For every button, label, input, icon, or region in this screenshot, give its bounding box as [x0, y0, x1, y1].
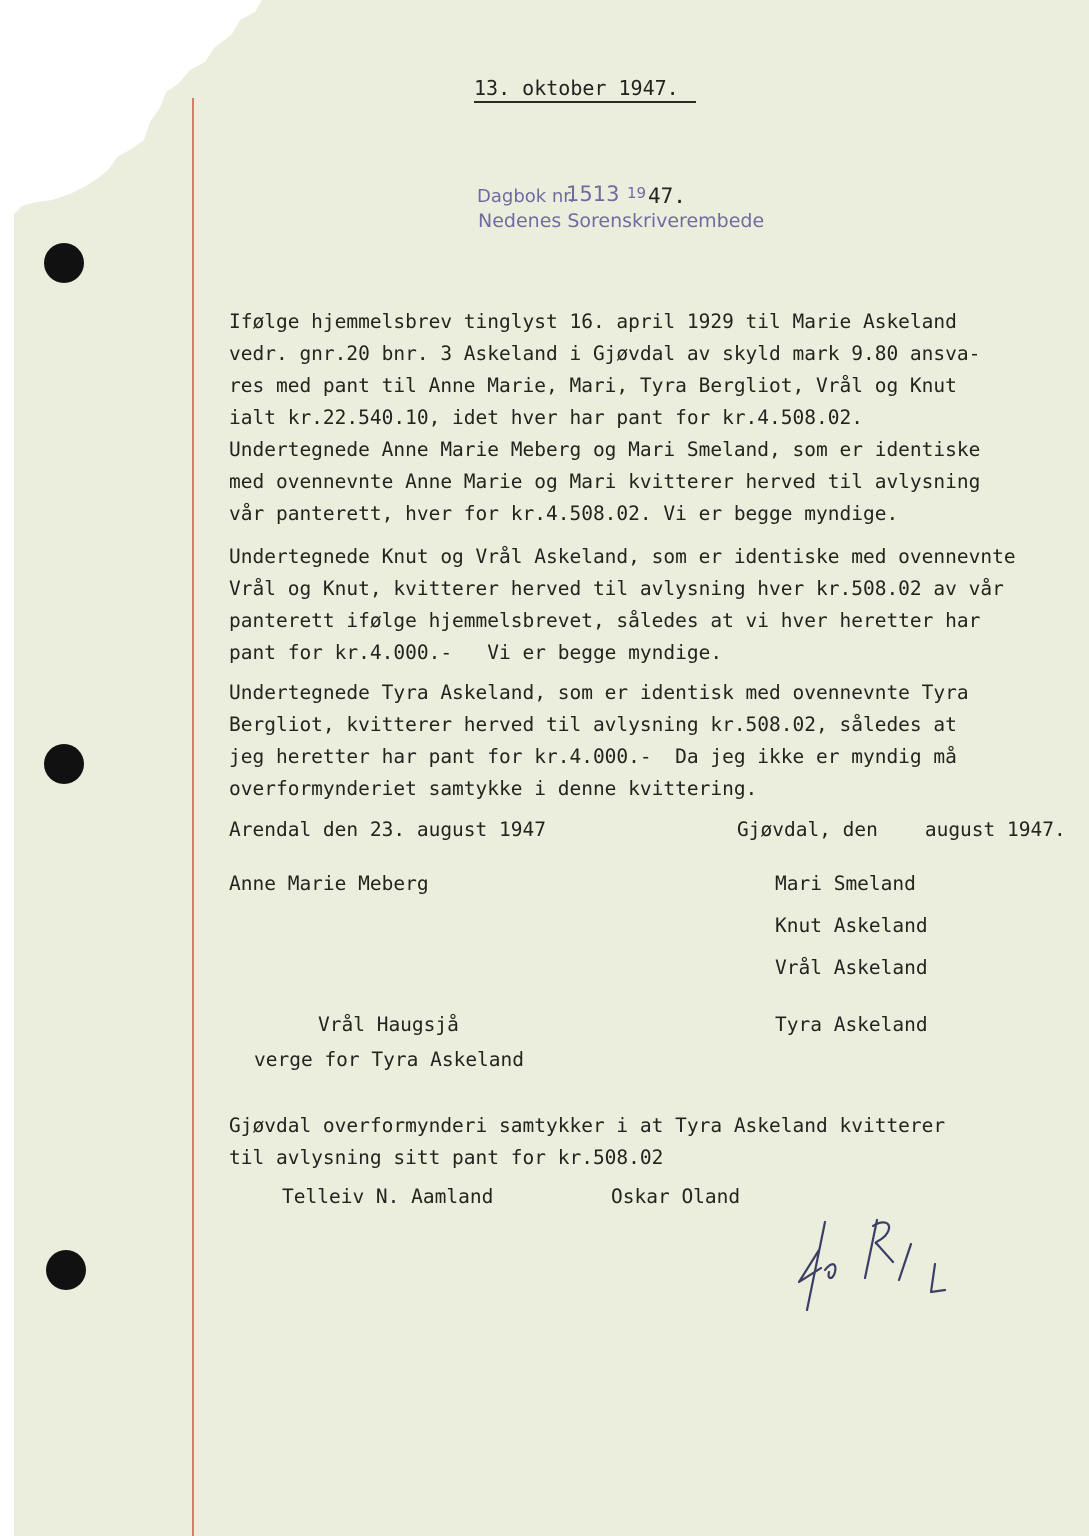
stamp-number: 1513	[566, 182, 620, 206]
text-line: Undertegnede Knut og Vrål Askeland, som er identiske med ovennevnte	[229, 545, 1016, 568]
text-line: Undertegnede Tyra Askeland, som er identisk med ovennevnte Tyra	[229, 681, 969, 704]
text-line: Gjøvdal overformynderi samtykker i at Tyra Askeland kvitterer	[229, 1114, 946, 1137]
punch-hole-bottom	[46, 1250, 86, 1290]
signature-tyra-askeland: Tyra Askeland	[775, 1013, 928, 1036]
consent-paragraph	[229, 1110, 945, 1174]
consent-signer-oland: Oskar Oland	[611, 1185, 741, 1208]
text-line: ialt kr.22.540.10, idet hver har pant for kr.4.508.02.	[229, 406, 863, 429]
handwritten-initials	[785, 1210, 955, 1320]
consent-signer-aamland: Telleiv N. Aamland	[282, 1185, 494, 1208]
date-underline	[474, 101, 696, 103]
text-line: res med pant til Anne Marie, Mari, Tyra Bergliot, Vrål og Knut	[229, 374, 957, 397]
document-date: 13. oktober 1947.	[474, 76, 679, 100]
stamp-office: Nedenes Sorenskriverembede	[478, 210, 765, 232]
margin-rule	[192, 98, 194, 1536]
text-line: vedr. gnr.20 bnr. 3 Askeland i Gjøvdal av skyld mark 9.80 ansva-	[229, 342, 981, 365]
signature-anne-marie-meberg: Anne Marie Meberg	[229, 872, 429, 895]
text-line: Bergliot, kvitterer herved til avlysning kr.508.02, således at	[229, 713, 957, 736]
text-line: jeg heretter har pant for kr.4.000.- Da jeg ikke er myndig må	[229, 745, 957, 768]
punch-hole-middle	[44, 744, 84, 784]
signature-mari-smeland: Mari Smeland	[775, 872, 916, 895]
stamp-year: 47.	[648, 184, 686, 208]
text-line: med ovennevnte Anne Marie og Mari kvitterer herved til avlysning	[229, 470, 981, 493]
text-line: panterett ifølge hjemmelsbrevet, således at vi hver heretter har	[229, 609, 981, 632]
text-line: Undertegnede Anne Marie Meberg og Mari Smeland, som er identiske	[229, 438, 981, 461]
stamp-label: Dagbok nr.	[477, 186, 575, 207]
text-line: overformynderiet samtykke i denne kvittering.	[229, 777, 758, 800]
guardian-role: verge for Tyra Askeland	[254, 1048, 525, 1071]
signature-vral-haugsja: Vrål Haugsjå	[318, 1013, 459, 1036]
stamp-year-prefix: 19	[627, 184, 647, 202]
text-line: til avlysning sitt pant for kr.508.02	[229, 1146, 664, 1169]
text-line: Ifølge hjemmelsbrev tinglyst 16. april 1929 til Marie Askeland	[229, 310, 957, 333]
place-date-left: Arendal den 23. august 1947	[229, 818, 546, 841]
place-date-right: Gjøvdal, den august 1947.	[737, 818, 1066, 841]
signature-vral-askeland: Vrål Askeland	[775, 956, 928, 979]
text-line: Vrål og Knut, kvitterer herved til avlysning hver kr.508.02 av vår	[229, 577, 1004, 600]
signature-knut-askeland: Knut Askeland	[775, 914, 928, 937]
paragraph-1	[229, 306, 980, 530]
text-line: vår panterett, hver for kr.4.508.02. Vi er begge myndige.	[229, 502, 899, 525]
paragraph-3	[229, 677, 969, 805]
paragraph-2	[229, 541, 1016, 669]
text-line: pant for kr.4.000.- Vi er begge myndige.	[229, 641, 723, 664]
punch-hole-top	[44, 243, 84, 283]
